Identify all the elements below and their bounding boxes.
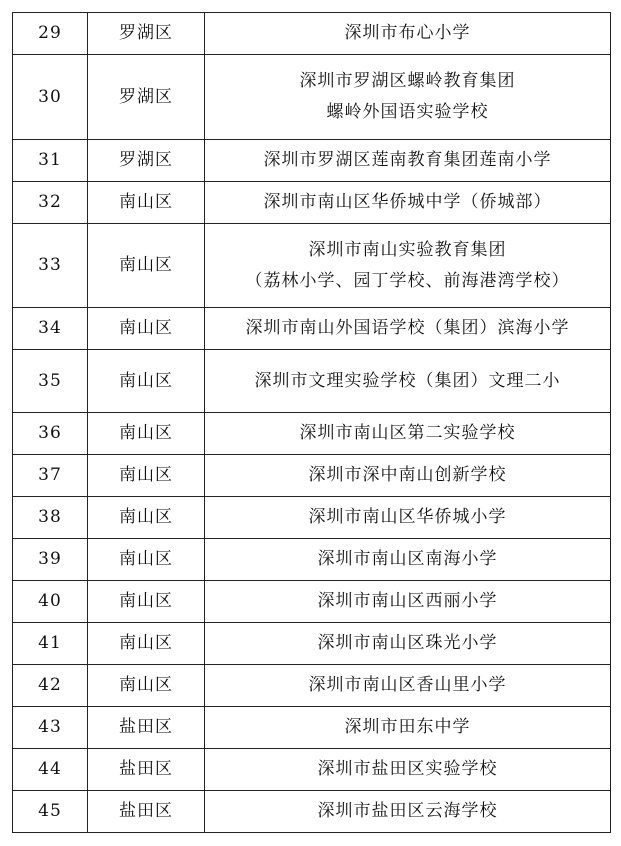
district-cell: 南山区 [88,455,205,497]
school-name-line: 深圳市布心小学 [344,23,471,43]
row-number: 36 [13,413,88,455]
school-name-cell [205,623,611,665]
table-row [13,413,611,455]
district-cell: 南山区 [88,350,205,413]
table-row [13,182,611,224]
row-number: 44 [13,749,88,791]
row-number: 39 [13,539,88,581]
table-row [13,13,611,55]
table-row [13,55,611,140]
school-name-cell [205,581,611,623]
row-number: 41 [13,623,88,665]
school-name-cell [205,707,611,749]
school-name-cell [205,13,611,55]
row-number: 42 [13,665,88,707]
school-name-line: （荔林小学、园丁学校、前海港湾学校） [245,270,570,291]
table-row [13,224,611,308]
row-number: 38 [13,497,88,539]
row-number: 45 [13,791,88,833]
row-number: 43 [13,707,88,749]
table-row [13,581,611,623]
school-name-line: 深圳市罗湖区螺岭教育集团 [299,71,516,91]
school-name-line: 深圳市南山实验教育集团 [308,239,507,260]
district-cell: 南山区 [88,413,205,455]
district-cell: 盐田区 [88,749,205,791]
table-row [13,497,611,539]
school-name-line: 深圳市南山区华侨城小学 [308,507,507,527]
school-name-cell [205,182,611,224]
school-name-cell [205,791,611,833]
table-row [13,791,611,833]
table-row [13,308,611,350]
school-name-cell [205,665,611,707]
school-name-line: 深圳市盐田区云海学校 [317,801,498,821]
school-name-cell [205,140,611,182]
table-row [13,539,611,581]
school-name-cell [205,455,611,497]
school-name-cell [205,413,611,455]
table-row [13,707,611,749]
school-name-cell [205,350,611,413]
school-name-cell [205,224,611,308]
row-number: 30 [13,55,88,140]
school-name-line: 深圳市南山区香山里小学 [308,675,507,695]
table-row [13,455,611,497]
district-cell: 罗湖区 [88,140,205,182]
table-row [13,749,611,791]
school-name-line: 深圳市南山区南海小学 [317,549,498,569]
school-name-line: 深圳市文理实验学校（集团）文理二小 [254,370,561,391]
district-cell: 盐田区 [88,791,205,833]
school-list-body [13,13,611,833]
school-name-line: 深圳市南山区第二实验学校 [299,423,516,443]
school-name-line: 深圳市深中南山创新学校 [308,465,507,485]
school-name-cell [205,308,611,350]
school-name-cell [205,749,611,791]
district-cell: 南山区 [88,182,205,224]
table-row [13,350,611,413]
row-number: 33 [13,224,88,308]
table-row [13,665,611,707]
school-name-line: 深圳市罗湖区莲南教育集团莲南小学 [263,150,552,170]
district-cell: 罗湖区 [88,13,205,55]
district-cell: 南山区 [88,623,205,665]
school-name-line: 深圳市盐田区实验学校 [317,759,498,779]
district-cell: 南山区 [88,665,205,707]
district-cell: 罗湖区 [88,55,205,140]
school-name-line: 深圳市南山区西丽小学 [317,591,498,611]
row-number: 35 [13,350,88,413]
district-cell: 盐田区 [88,707,205,749]
row-number: 34 [13,308,88,350]
table-row [13,140,611,182]
district-cell: 南山区 [88,581,205,623]
row-number: 31 [13,140,88,182]
row-number: 29 [13,13,88,55]
row-number: 32 [13,182,88,224]
district-cell: 南山区 [88,497,205,539]
district-cell: 南山区 [88,224,205,308]
school-name-line: 深圳市南山区珠光小学 [317,633,498,653]
row-number: 37 [13,455,88,497]
district-cell: 南山区 [88,539,205,581]
district-cell: 南山区 [88,308,205,350]
school-name-cell [205,497,611,539]
school-name-line: 深圳市南山外国语学校（集团）滨海小学 [245,318,570,338]
school-name-cell [205,55,611,140]
table-row [13,623,611,665]
school-name-line: 深圳市南山区华侨城中学（侨城部） [263,192,552,212]
school-list-table [12,12,611,833]
school-name-line: 螺岭外国语实验学校 [326,102,489,122]
school-name-line: 深圳市田东中学 [344,717,471,737]
school-name-cell [205,539,611,581]
row-number: 40 [13,581,88,623]
